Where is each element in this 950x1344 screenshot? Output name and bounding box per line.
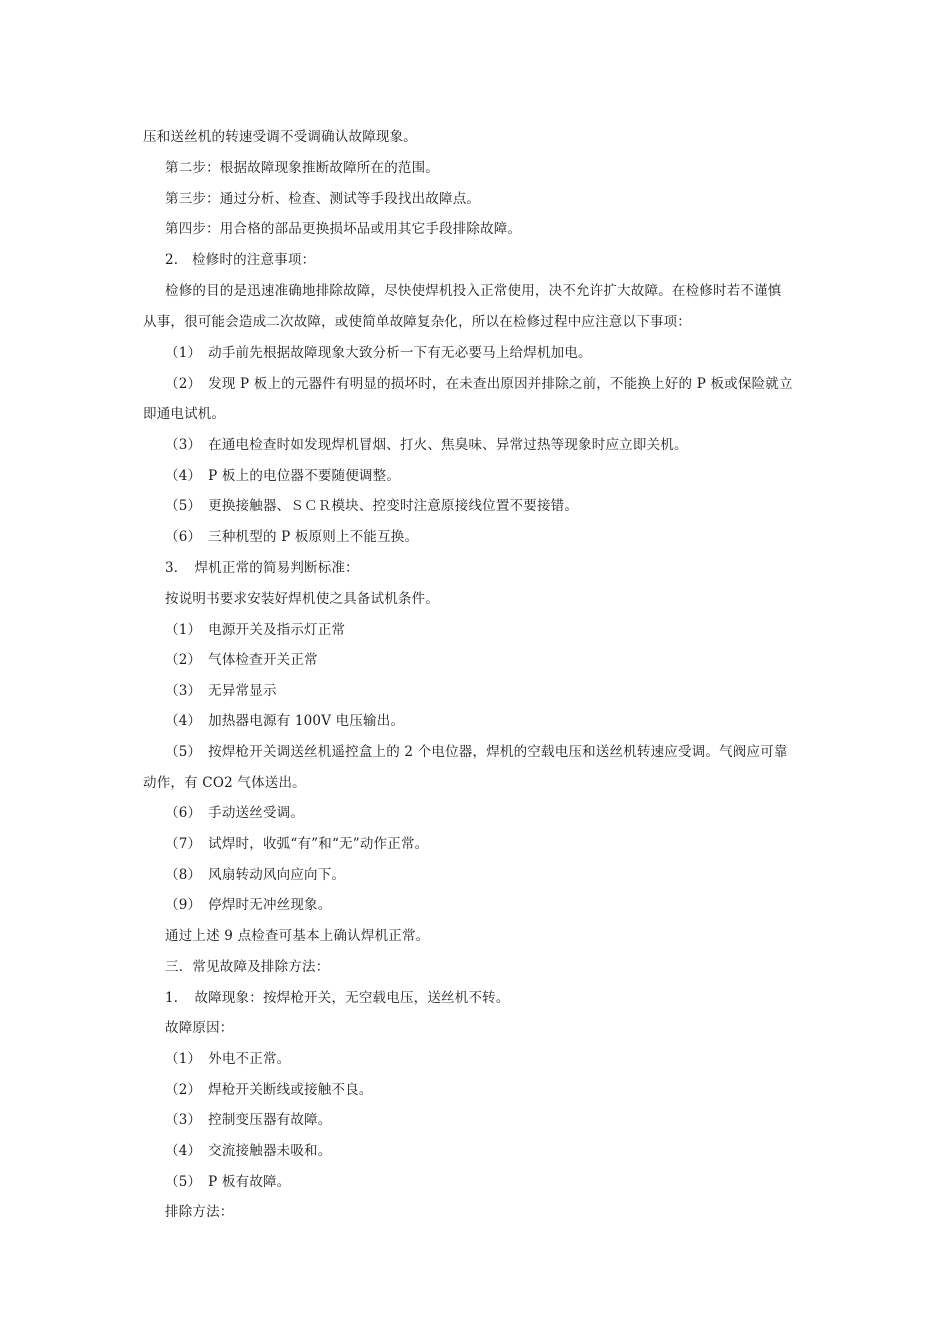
list-item: （1） 动手前先根据故障现象大致分析一下有无必要马上给焊机加电。 [165, 345, 592, 361]
step-two: 第二步：根据故障现象推断故障所在的范围。 [165, 160, 439, 176]
list-item: （2） 发现 P 板上的元器件有明显的损坏时，在未查出原因并排除之前，不能换上好的 P 板或保险就立 [165, 376, 793, 392]
list-item: （5） 按焊枪开关调送丝机遥控盒上的 2 个电位器，焊机的空载电压和送丝机转速应受调。气阀应可靠 [165, 744, 788, 760]
list-item-continued: 即通电试机。 [143, 406, 226, 422]
fault-symptom-1: 1． 故障现象：按焊枪开关，无空载电压，送丝机不转。 [165, 990, 510, 1006]
text-line: 压和送丝机的转速受调不受调确认故障现象。 [143, 129, 417, 145]
list-item: （2） 焊枪开关断线或接触不良。 [165, 1082, 373, 1098]
list-item: （4） 交流接触器未吸和。 [165, 1143, 332, 1159]
list-item: （2） 气体检查开关正常 [165, 652, 318, 668]
paragraph-line: 检修的目的是迅速准确地排除故障，尽快使焊机投入正常使用，决不允许扩大故障。在检修时若不谨慎 [165, 283, 782, 299]
list-item: （3） 在通电检查时如发现焊机冒烟、打火、焦臭味、异常过热等现象时应立即关机。 [165, 437, 688, 453]
list-item: （5） P 板有故障。 [165, 1174, 291, 1190]
section-heading-2: 2. 检修时的注意事项： [165, 252, 316, 268]
list-item-continued: 动作，有 CO2 气体送出。 [143, 775, 306, 791]
list-item: （8） 风扇转动风向应向下。 [165, 867, 346, 883]
list-item: （1） 电源开关及指示灯正常 [165, 622, 346, 638]
list-item: （3） 控制变压器有故障。 [165, 1112, 332, 1128]
paragraph-line: 按说明书要求安装好焊机使之具备试机条件。 [165, 591, 439, 607]
list-item: （6） 手动送丝受调。 [165, 805, 305, 821]
list-item: （7） 试焊时，收弧“有”和“无”动作正常。 [165, 836, 429, 852]
list-item: （1） 外电不正常。 [165, 1051, 291, 1067]
paragraph-line: 通过上述 9 点检查可基本上确认焊机正常。 [165, 928, 430, 944]
fault-cause-heading: 故障原因： [165, 1020, 234, 1036]
step-four: 第四步：用合格的部品更换损坏品或用其它手段排除故障。 [165, 221, 522, 237]
list-item: （6） 三种机型的 P 板原则上不能互换。 [165, 529, 419, 545]
step-three: 第三步：通过分析、检查、测试等手段找出故障点。 [165, 191, 481, 207]
paragraph-line: 从事，很可能会造成二次故障，或使简单故障复杂化，所以在检修过程中应注意以下事项： [143, 314, 691, 330]
list-item: （4） 加热器电源有 100V 电压输出。 [165, 713, 405, 729]
list-item: （5） 更换接触器、ＳＣＲ模块、控变时注意原接线位置不要接错。 [165, 498, 579, 514]
remedy-heading: 排除方法： [165, 1204, 234, 1220]
list-item: （9） 停焊时无冲丝现象。 [165, 897, 332, 913]
list-item: （3） 无异常显示 [165, 683, 277, 699]
section-heading-three: 三．常见故障及排除方法： [165, 959, 330, 975]
list-item: （4） P 板上的电位器不要随便调整。 [165, 468, 401, 484]
section-heading-3: 3． 焊机正常的简易判断标准： [165, 560, 359, 576]
